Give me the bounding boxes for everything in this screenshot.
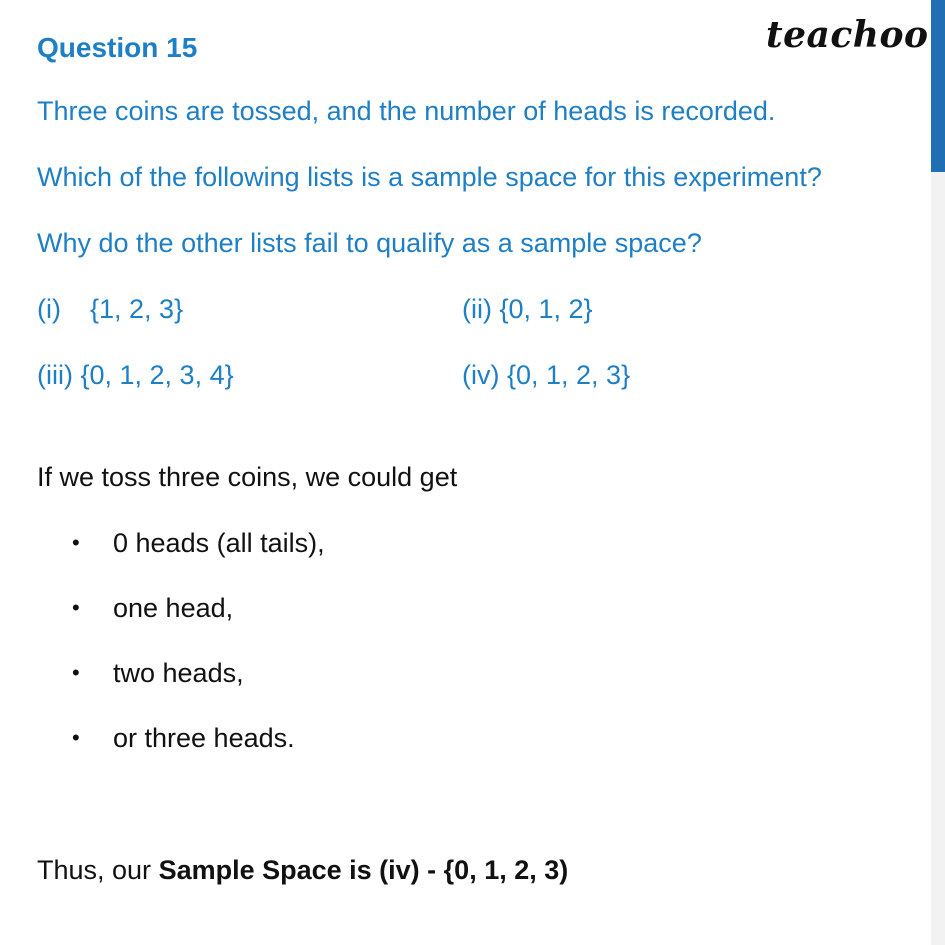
answer-conclusion (37, 855, 568, 886)
list-item-text: two heads, (113, 658, 244, 688)
bullet-icon: • (72, 530, 80, 555)
question-line-1: Three coins are tossed, and the number of heads is recorded. (37, 96, 776, 126)
option-i (37, 294, 183, 325)
conclusion-answer: Sample Space is (iv) - {0, 1, 2, 3) (158, 855, 569, 885)
list-item-text: one head, (113, 593, 234, 623)
question-line-2: Which of the following lists is a sample space for this experiment? (37, 162, 822, 192)
list-item-text: 0 heads (all tails), (113, 528, 325, 558)
option-iv: (iv) {0, 1, 2, 3} (462, 360, 631, 390)
list-item-text: or three heads. (113, 723, 295, 753)
conclusion-prefix: Thus, our (37, 855, 159, 885)
question-title: Question 15 (37, 32, 198, 63)
list-item (72, 528, 325, 559)
list-item (72, 723, 295, 754)
scroll-track[interactable] (931, 0, 945, 945)
list-item (72, 658, 244, 689)
option-ii: (ii) {0, 1, 2} (462, 294, 593, 324)
teachoo-logo: teachoo (766, 14, 929, 56)
question-line-3: Why do the other lists fail to qualify as a sample space? (37, 228, 702, 258)
option-i-text: {1, 2, 3} (90, 294, 184, 324)
list-item (72, 593, 233, 624)
bullet-icon: • (72, 595, 80, 620)
bullet-icon: • (72, 660, 80, 685)
scroll-thumb[interactable] (931, 0, 945, 172)
bullet-icon: • (72, 725, 80, 750)
option-iii: (iii) {0, 1, 2, 3, 4} (37, 360, 234, 390)
option-i-number: (i) (37, 294, 61, 324)
answer-intro: If we toss three coins, we could get (37, 462, 458, 492)
